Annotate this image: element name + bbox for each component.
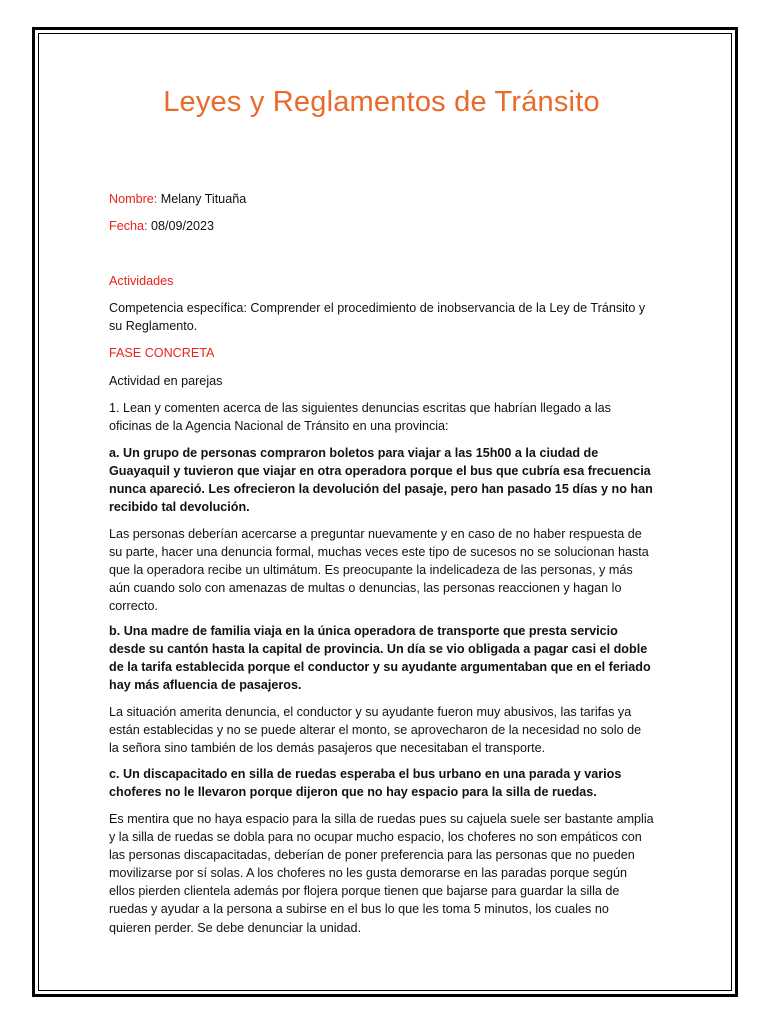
answer-b: La situación amerita denuncia, el conductor y su ayudante fueron muy abusivos, las tarifas ya están establecidas y no se puede alterar el monto, se aprovecharon de la necesidad no solo de la señora sino también de los demás pasajeros que necesitaban el transporte. bbox=[109, 705, 642, 756]
fecha-value: 08/09/2023 bbox=[147, 219, 215, 233]
fecha-line bbox=[109, 217, 654, 235]
fase-heading: FASE CONCRETA bbox=[109, 346, 215, 360]
answer-c: Es mentira que no haya espacio para la silla de ruedas pues su cajuela suele ser bastante amplia y la silla de ruedas se dobla para no ocupar mucho espacio, los choferes no son empáticos con las personas discapacitadas, deberían de poner preferencia para las personas que no pueden movilizarse por sí solas. A los choferes no les gusta demorarse en las paradas porque según ellos pierden clientela además por flojera porque tienen que bajarse para guardar la silla de ruedas y ayudar a la persona a subirse en el bus lo que les toma 5 minutos, los cuales no quieren perder. Se debe denunciar la unidad. bbox=[109, 812, 654, 935]
fecha-label: Fecha: bbox=[109, 219, 148, 233]
competencia-text: Competencia específica: Comprender el procedimiento de inobservancia de la Ley de Tránsito y su Reglamento. bbox=[109, 301, 646, 334]
actividades-heading: Actividades bbox=[109, 274, 174, 288]
item-1: 1. Lean y comenten acerca de las siguientes denuncias escritas que habrían llegado a las oficinas de la Agencia Nacional de Tránsito en una provincia: bbox=[109, 401, 611, 434]
item-c: c. Un discapacitado en silla de ruedas esperaba el bus urbano en una parada y varios choferes no le llevaron porque dijeron que no hay espacio para la silla de ruedas. bbox=[109, 767, 622, 800]
document-title: Leyes y Reglamentos de Tránsito bbox=[163, 86, 600, 118]
nombre-line bbox=[109, 190, 654, 208]
answer-a: Las personas deberían acercarse a preguntar nuevamente y en caso de no haber respuesta de su parte, hacer una denuncia formal, muchas veces este tipo de sucesos no se solucionan hasta que la operadora recibe un ultimátum. Es preocupante la indelicadeza de las personas, y más aún cuando solo con amenazas de multas o denuncias, las personas reaccionen y hagan lo correcto. bbox=[109, 527, 649, 614]
nombre-value: Melany Tituaña bbox=[157, 192, 247, 206]
item-a: a. Un grupo de personas compraron boletos para viajar a las 15h00 a la ciudad de Guayaquil y tuvieron que viajar en otra operadora porque el bus que cubría esa frecuencia nunca apareció. Les ofrecieron la devolución del pasaje, pero han pasado 15 días y no han recibido tal devolución. bbox=[109, 446, 653, 515]
nombre-label: Nombre: bbox=[109, 192, 158, 206]
actividad-parejas: Actividad en parejas bbox=[109, 374, 223, 388]
item-b: b. Una madre de familia viaja en la única operadora de transporte que presta servicio desde su cantón hasta la capital de provincia. Un día se vio obligada a pagar casi el doble de la tarifa establecida porque el conductor y su ayudante argumentaban que en el feriado hay más afluencia de pasajeros. bbox=[109, 624, 651, 693]
